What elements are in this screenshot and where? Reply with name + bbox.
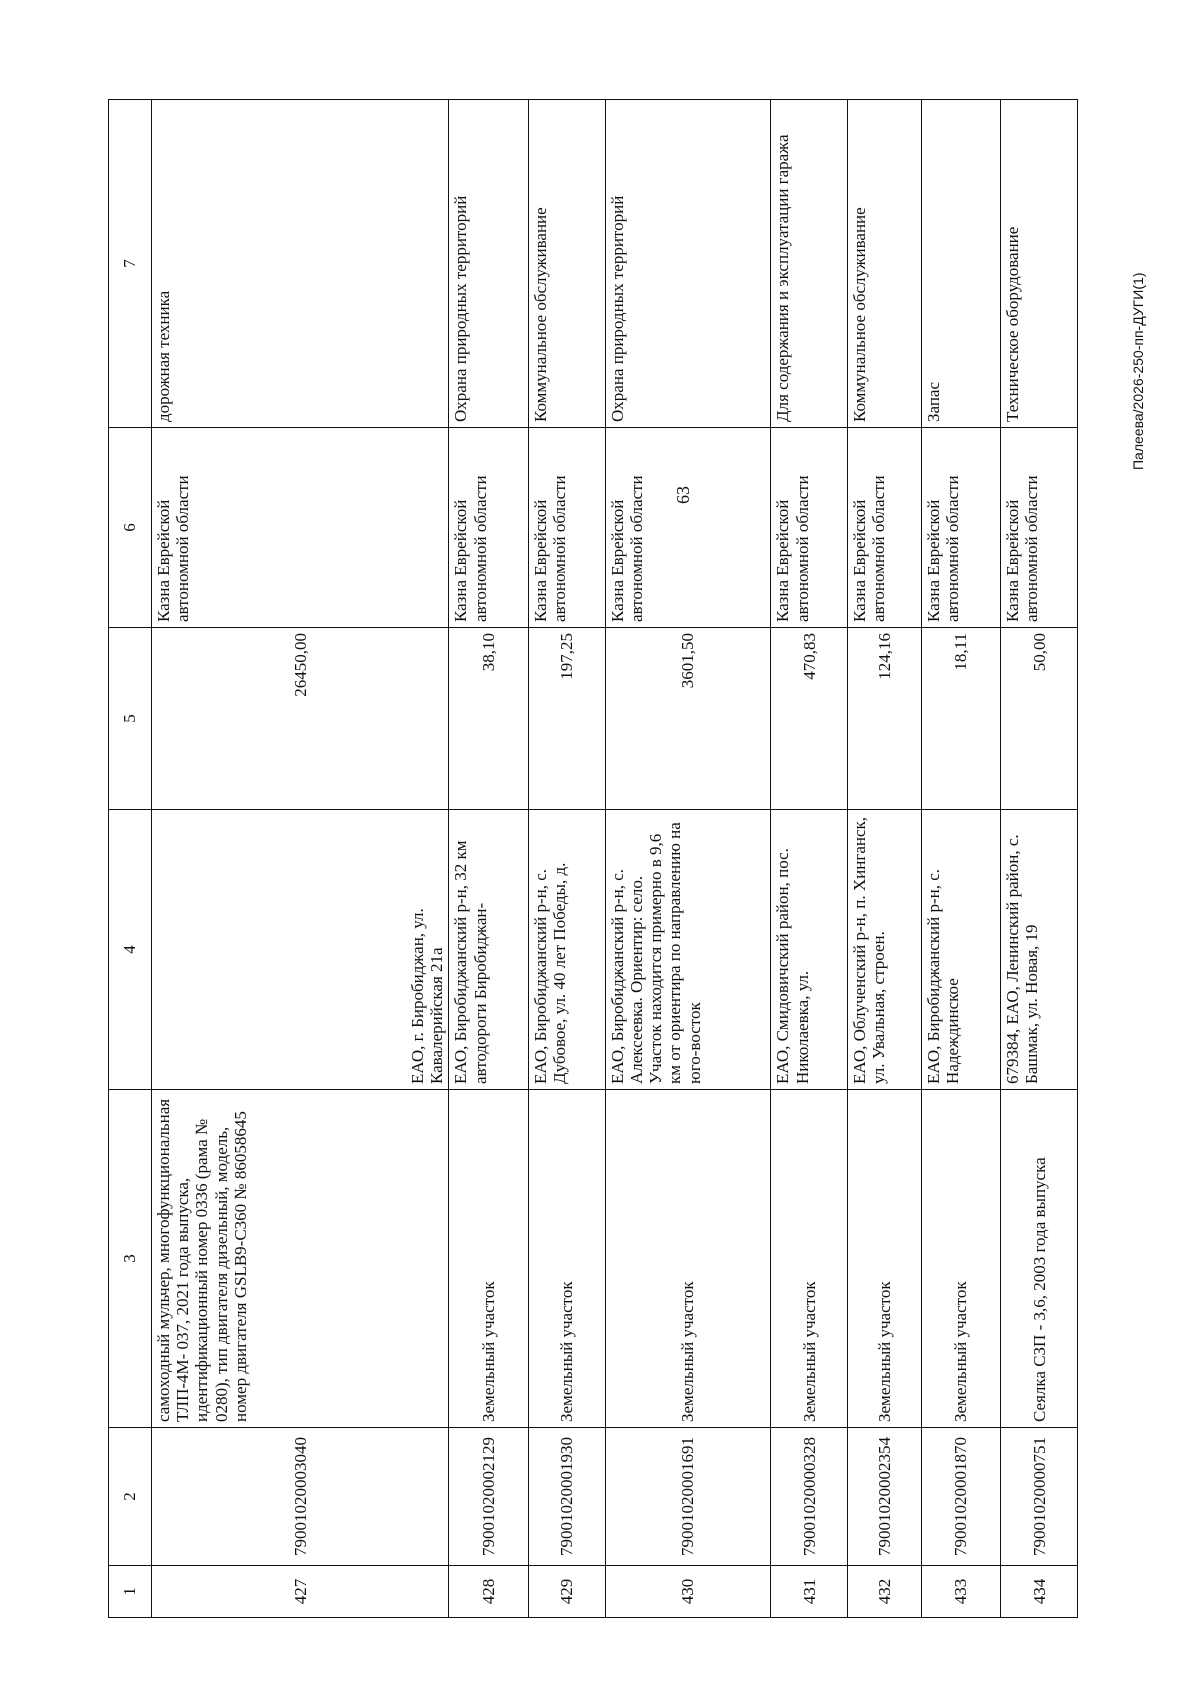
object-purpose: Охрана природных территорий [605, 100, 771, 428]
table-row [847, 100, 921, 1618]
object-owner: Казна Еврейской автономной области [605, 428, 771, 628]
row-number: 428 [449, 1566, 529, 1618]
table-header-row [109, 100, 152, 1618]
registry-code: 79001020002129 [449, 1428, 529, 1566]
object-owner: Казна Еврейской автономной области [151, 428, 448, 628]
object-purpose: Коммунальное обслуживание [529, 100, 606, 428]
header-cell-3: 3 [109, 1090, 152, 1428]
object-address: ЕАО, Облученский р-н, п. Хинганск, ул. Увальная, строен. [847, 810, 921, 1090]
object-address: ЕАО, Биробиджанский р-н, с. Дубовое, ул. 40 лет Победы, д. [529, 810, 606, 1090]
object-value: 50,00 [1001, 628, 1078, 810]
object-value: 197,25 [529, 628, 606, 810]
table-row [151, 100, 448, 1618]
object-name: Земельный участок [771, 1090, 848, 1428]
footer-document-code-text: Палеева/2026-250-пп-ДУГИ(1) [1130, 272, 1146, 470]
registry-code: 79001020001870 [921, 1428, 1001, 1566]
object-owner: Казна Еврейской автономной области [771, 428, 848, 628]
registry-code: 79001020000751 [1001, 1428, 1078, 1566]
page-number: 63 [672, 486, 693, 504]
object-purpose: дорожная техника [151, 100, 448, 428]
object-owner: Казна Еврейской автономной области [847, 428, 921, 628]
object-purpose: Запас [921, 100, 1001, 428]
object-address: ЕАО, г. Биробиджан, ул. Кавалерийская 21а [151, 810, 448, 1090]
object-name: Земельный участок [449, 1090, 529, 1428]
table-row [771, 100, 848, 1618]
row-number: 430 [605, 1566, 771, 1618]
header-cell-5: 5 [109, 628, 152, 810]
table-row [1001, 100, 1078, 1618]
row-number: 432 [847, 1566, 921, 1618]
row-number: 427 [151, 1566, 448, 1618]
row-number: 431 [771, 1566, 848, 1618]
header-cell-1: 1 [109, 1566, 152, 1618]
object-address: ЕАО, Смидовичский район, пос. Николаевка, ул. [771, 810, 848, 1090]
registry-code: 79001020001930 [529, 1428, 606, 1566]
object-value: 18,11 [921, 628, 1001, 810]
header-cell-4: 4 [109, 810, 152, 1090]
row-number: 433 [921, 1566, 1001, 1618]
header-cell-7: 7 [109, 100, 152, 428]
object-address: ЕАО, Биробиджанский р-н, 32 км автодороги Биробиджан- [449, 810, 529, 1090]
registry-code: 79001020000328 [771, 1428, 848, 1566]
registry-code: 79001020002354 [847, 1428, 921, 1566]
object-purpose: Коммунальное обслуживание [847, 100, 921, 428]
object-name: Земельный участок [921, 1090, 1001, 1428]
header-cell-2: 2 [109, 1428, 152, 1566]
object-purpose: Для содержания и эксплуатации гаража [771, 100, 848, 428]
object-name: Земельный участок [847, 1090, 921, 1428]
row-number: 434 [1001, 1566, 1078, 1618]
object-address: 679384, ЕАО, Ленинский район, с. Башмак, ул. Новая, 19 [1001, 810, 1078, 1090]
registry-code: 79001020001691 [605, 1428, 771, 1566]
object-owner: Казна Еврейской автономной области [921, 428, 1001, 628]
object-purpose: Техническое оборудование [1001, 100, 1078, 428]
object-value: 38,10 [449, 628, 529, 810]
object-purpose: Охрана природных территорий [449, 100, 529, 428]
object-owner: Казна Еврейской автономной области [529, 428, 606, 628]
object-name: самоходный мульчер, многофункциональная ТЛП-4М- 037, 2021 года выпуска, идентификационный номер 0336 (рама № 0280), тип двигателя дизельный, модель, номер двигателя GSLB9-C360 № 86058645 [151, 1090, 448, 1428]
registry-code: 79001020003040 [151, 1428, 448, 1566]
header-cell-6: 6 [109, 428, 152, 628]
table-row [605, 100, 771, 1618]
object-value: 3601,50 [605, 628, 771, 810]
table-row [921, 100, 1001, 1618]
object-name: Земельный участок [529, 1090, 606, 1428]
table-row [449, 100, 529, 1618]
row-number: 429 [529, 1566, 606, 1618]
object-owner: Казна Еврейской автономной области [449, 428, 529, 628]
object-value: 470,83 [771, 628, 848, 810]
table-row [529, 100, 606, 1618]
object-address: ЕАО, Биробиджанский р-н, с. Алексеевка. Ориентир: село. Участок находится примерно в 9,6 км от ориентира по направлению на юго-восток [605, 810, 771, 1090]
object-address: ЕАО, Биробиджанский р-н, с. Надеждинское [921, 810, 1001, 1090]
registry-table-container [108, 100, 1078, 1618]
object-value: 124,16 [847, 628, 921, 810]
object-owner: Казна Еврейской автономной области [1001, 428, 1078, 628]
object-name: Земельный участок [605, 1090, 771, 1428]
object-value: 26450,00 [151, 628, 448, 810]
object-name: Сеялка СЗП - 3,6, 2003 года выпуска [1001, 1090, 1078, 1428]
registry-table [108, 99, 1078, 1618]
